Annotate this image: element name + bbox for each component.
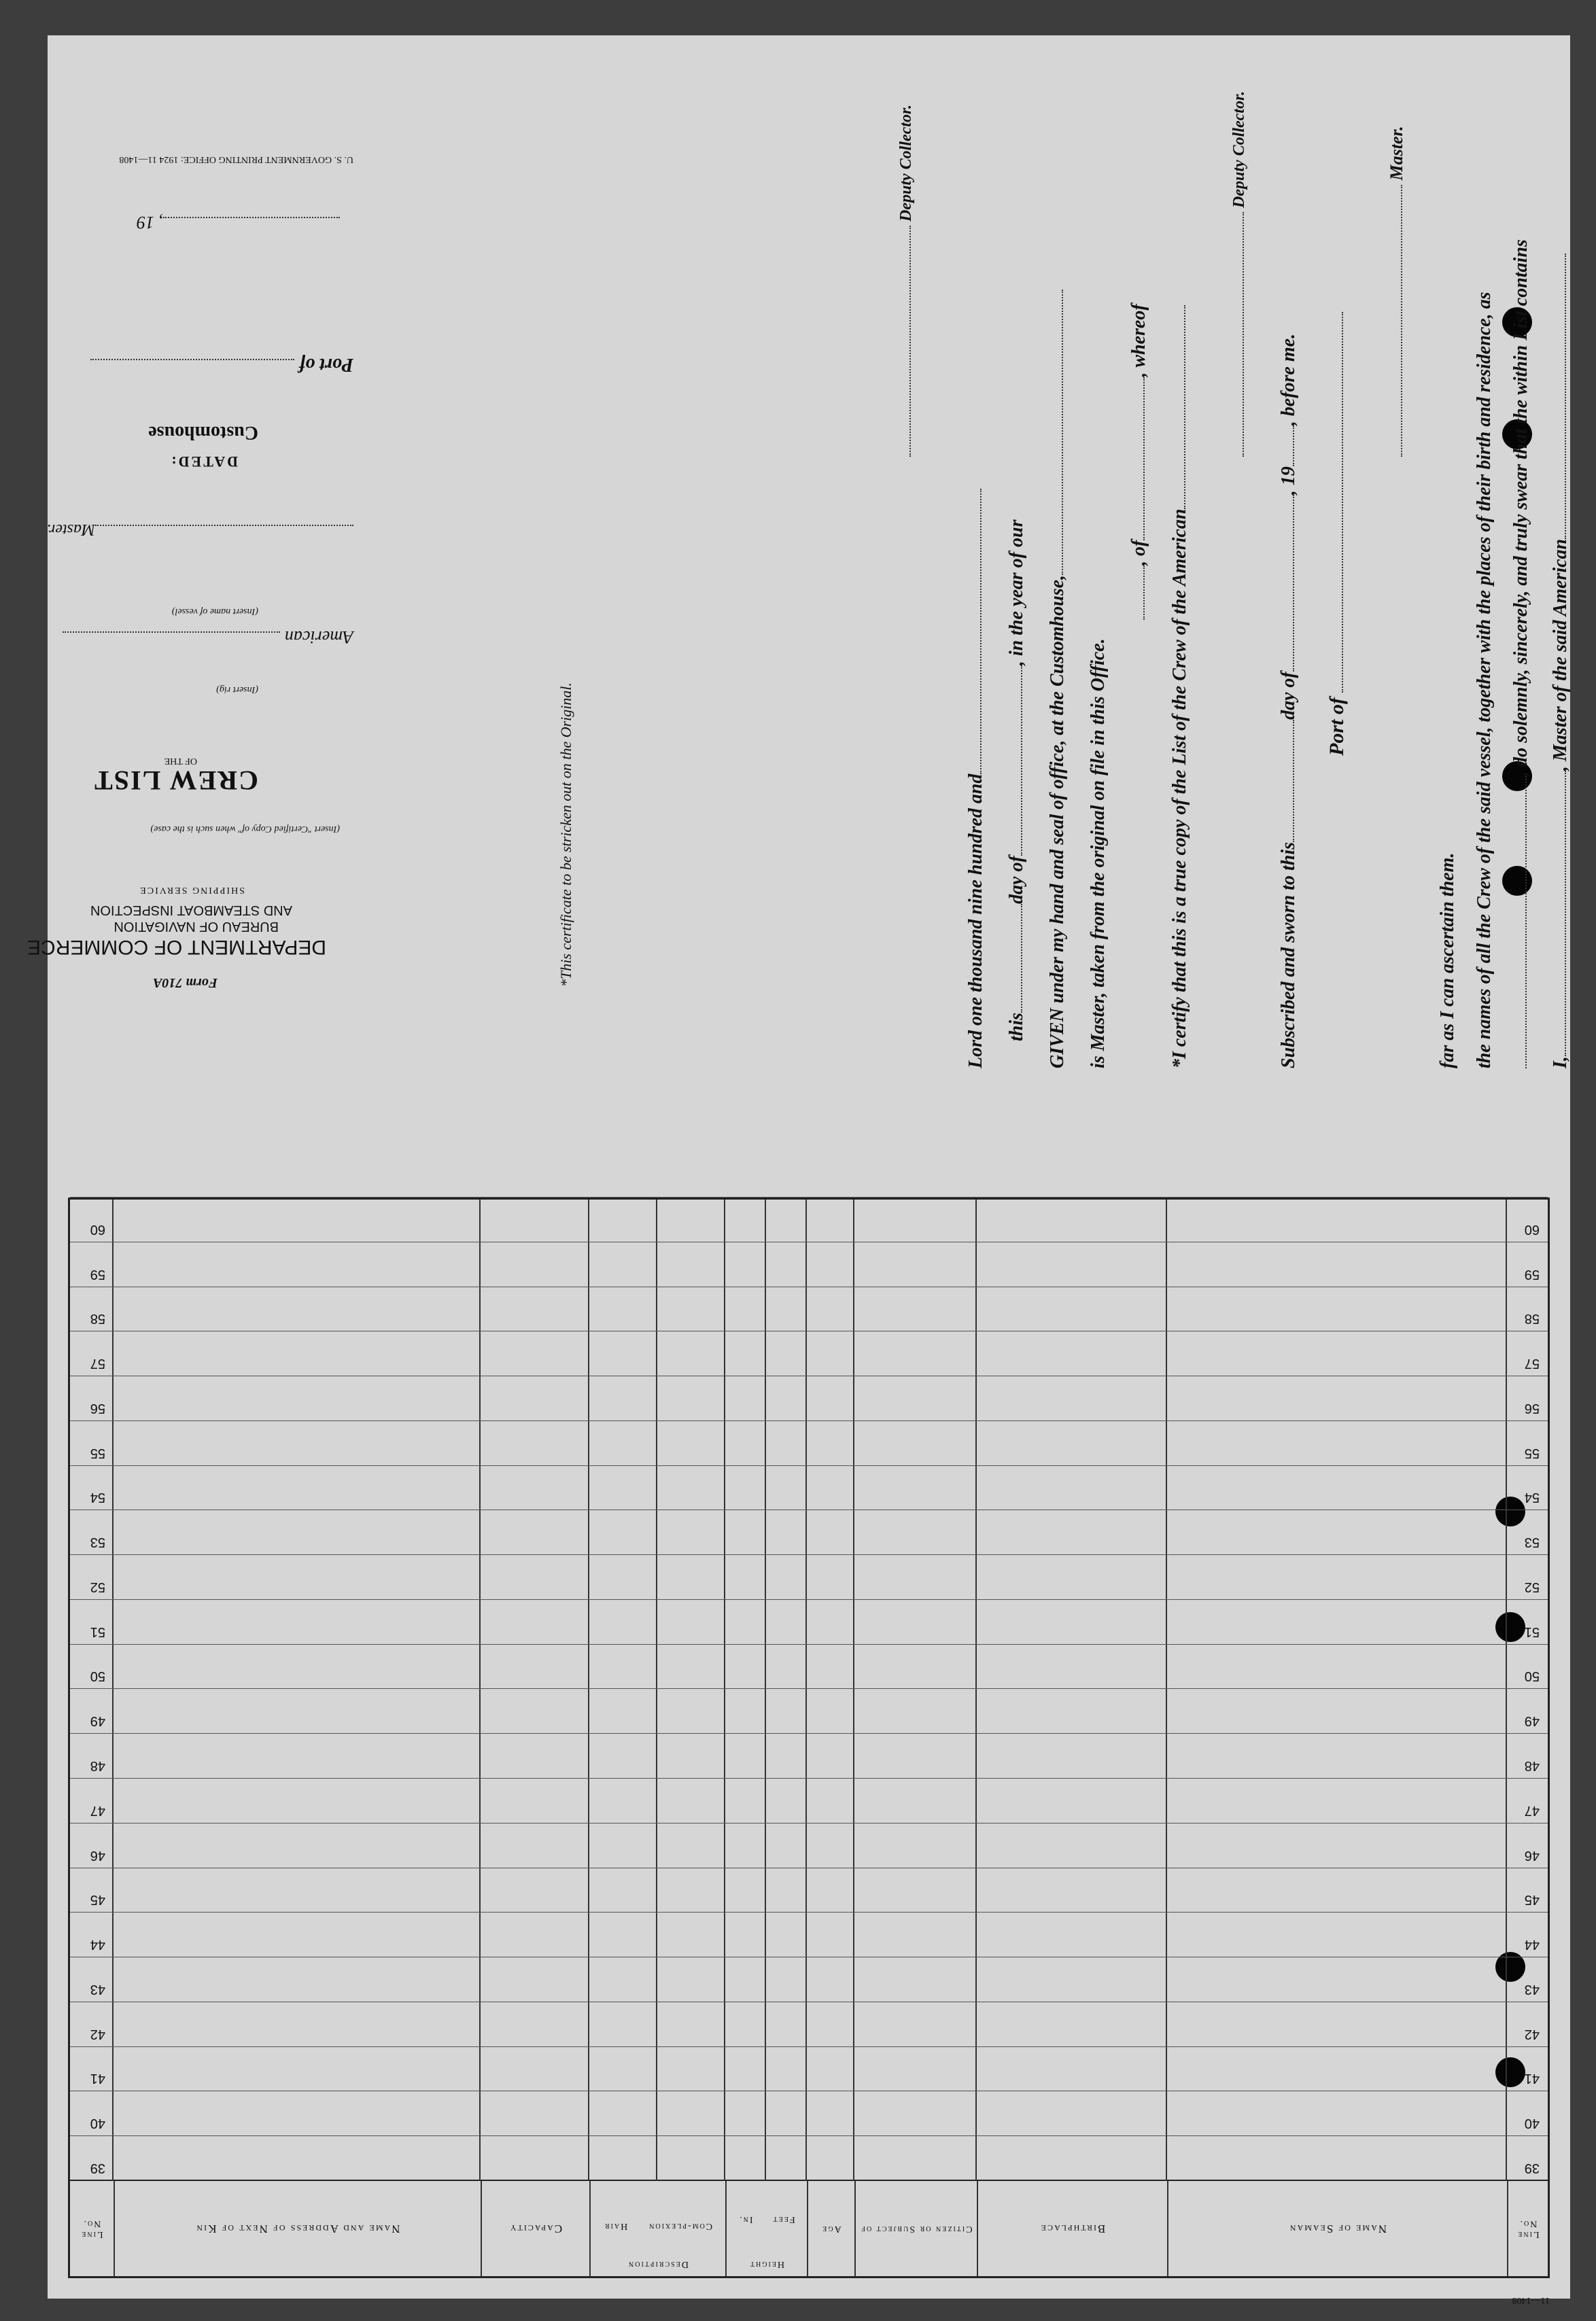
cover-year: , 19 (137, 212, 340, 232)
header-line-no-right: Line No. (80, 2218, 103, 2239)
line-number-left: 46 (1524, 1847, 1540, 1863)
cover-customhouse: Customhouse (148, 422, 258, 443)
line-number-right: 55 (90, 1445, 105, 1461)
header-line-no: Line No. (1507, 2181, 1548, 2276)
line-number-left: 51 (1524, 1624, 1540, 1639)
subscribed-line: Subscribed and sworn to thisday of, 19, before me. (1278, 333, 1299, 1068)
table-row (70, 1778, 1548, 1779)
line-number-right: 50 (90, 1669, 105, 1684)
header-description: Description Com-plexion Hair (589, 2181, 725, 2276)
table-row (70, 1689, 1548, 1690)
line-number-left: 40 (1524, 2116, 1540, 2131)
line-number-right: 40 (90, 2116, 105, 2131)
cover-dept: DEPARTMENT OF COMMERCE (27, 936, 326, 958)
cover-master: Master. (47, 520, 353, 538)
line-number-right: 53 (90, 1535, 105, 1550)
line-number-left: 56 (1524, 1400, 1540, 1416)
line-number-left: 60 (1524, 1221, 1540, 1237)
line-number-right: 56 (90, 1400, 105, 1416)
line-number-right: 58 (90, 1311, 105, 1327)
this-day-line: thisday of, in the year of our (1006, 519, 1027, 1041)
cover-port: Port of (90, 353, 353, 375)
header-feet: Feet (771, 2214, 795, 2224)
line-number-left: 57 (1524, 1356, 1540, 1372)
line-number-left: 39 (1524, 2161, 1540, 2176)
certify-line: *I certify that this is a true copy of the List of the Crew of the American (1169, 305, 1191, 1068)
line-number-right: 54 (90, 1490, 105, 1505)
certificate-section (27, 76, 1571, 1136)
line-number-right: 41 (90, 2071, 105, 2087)
document-sheet (27, 35, 1571, 2305)
crew-ledger-table (68, 1198, 1550, 2305)
line-number-right: 43 (90, 1981, 105, 1997)
header-citizen: Citizen or Subject of (854, 2181, 977, 2276)
line-number-left: 42 (1524, 2026, 1540, 2042)
oath-line-2: , do solemnly, sincerely, and truly swear that the within List contains (1510, 239, 1532, 1068)
table-row (70, 1733, 1548, 1734)
deputy-collector-2: Deputy Collector. (897, 105, 916, 457)
table-row (70, 2046, 1548, 2047)
cover-american: American (63, 627, 353, 647)
header-complexion: Com-plexion (648, 2221, 713, 2231)
header-inches: In. (738, 2214, 753, 2224)
line-number-right: 49 (90, 1713, 105, 1729)
cover-of-the: OF THE (164, 756, 197, 766)
line-number-left: 55 (1524, 1445, 1540, 1461)
header-name-of-seaman: Name of Seaman (1167, 2181, 1507, 2276)
table-row (70, 1554, 1548, 1555)
line-number-right: 52 (90, 1579, 105, 1594)
line-number-left: 58 (1524, 1311, 1540, 1327)
table-row (70, 1599, 1548, 1600)
line-number-left: 52 (1524, 1579, 1540, 1594)
master-signature: Master. (1387, 126, 1407, 457)
ledger-grid (68, 1198, 1550, 2278)
line-number-right: 46 (90, 1847, 105, 1863)
printing-office-note: U. S. GOVERNMENT PRINTING OFFICE: 1924 11—1408 (119, 154, 353, 164)
line-number-left: 48 (1524, 1758, 1540, 1774)
oath-line-1: I,, Master of the said American (1550, 254, 1572, 1068)
line-number-right: 48 (90, 1758, 105, 1774)
table-row (70, 2135, 1548, 2136)
line-number-left: 50 (1524, 1669, 1540, 1684)
lord-line: Lord one thousand nine hundred and (965, 489, 987, 1068)
line-number-left: 41 (1524, 2071, 1540, 2087)
cover-bureau: BUREAU OF NAVIGATION (114, 919, 279, 934)
line-number-right: 47 (90, 1802, 105, 1818)
line-number-right: 39 (90, 2161, 105, 2176)
ledger-form-code: 11—1408 (1512, 2295, 1550, 2305)
line-number-right: 59 (90, 1266, 105, 1282)
of-whereof-line: , of, whereof (1128, 304, 1150, 620)
deputy-collector-1: Deputy Collector. (1230, 91, 1249, 457)
cover-insert-rig: (Insert rig) (216, 684, 258, 695)
header-birthplace: Birthplace (977, 2181, 1167, 2276)
oath-line-3: the names of all the Crew of the said vessel, together with the places of their birth and residence, as (1474, 292, 1495, 1068)
table-row (70, 1509, 1548, 1510)
cover-form-no: Form 710A (152, 975, 218, 990)
cover-insert-name: (Insert name of vessel) (171, 606, 258, 616)
line-number-right: 42 (90, 2026, 105, 2042)
header-capacity: Capacity (481, 2181, 589, 2276)
oath-line-4: far as I can ascertain them. (1437, 852, 1458, 1068)
line-number-left: 59 (1524, 1266, 1540, 1282)
is-master-line: is Master, taken from the original on file in this Office. (1088, 638, 1109, 1068)
header-height: Height Feet In. (725, 2181, 807, 2276)
line-number-left: 43 (1524, 1981, 1540, 1997)
line-number-right: 44 (90, 1937, 105, 1953)
cover-crew-list: CREW LIST (93, 765, 258, 796)
header-next-of-kin: Name and Address of Next of Kin (114, 2181, 481, 2276)
header-hair: Hair (603, 2221, 628, 2231)
cover-service: SHIPPING SERVICE (139, 885, 245, 895)
line-number-right: 60 (90, 1221, 105, 1237)
line-number-left: 54 (1524, 1490, 1540, 1505)
line-number-right: 45 (90, 1892, 105, 1908)
table-row (70, 1420, 1548, 1421)
port-of: Port of (1325, 312, 1349, 756)
table-row (70, 1644, 1548, 1645)
given-line: GIVEN under my hand and seal of office, at the Customhouse, (1047, 290, 1069, 1068)
header-age: Age (807, 2181, 854, 2276)
table-row (70, 1465, 1548, 1466)
table-row (70, 1912, 1548, 1913)
line-number-left: 47 (1524, 1802, 1540, 1818)
line-number-right: 57 (90, 1356, 105, 1372)
line-number-left: 44 (1524, 1937, 1540, 1953)
line-number-left: 53 (1524, 1535, 1540, 1550)
line-number-left: 49 (1524, 1713, 1540, 1729)
footnote: *This certificate to be stricken out on the Original. (557, 682, 574, 987)
line-number-right: 51 (90, 1624, 105, 1639)
table-row (70, 1197, 1548, 1198)
cover-bureau2: AND STEAMBOAT INSPECTION (90, 903, 292, 918)
cover-insert-copy: (Insert "Certified Copy of" when such is the case) (150, 824, 340, 834)
line-number-left: 45 (1524, 1892, 1540, 1908)
cover-dated: DATED: (169, 453, 238, 470)
